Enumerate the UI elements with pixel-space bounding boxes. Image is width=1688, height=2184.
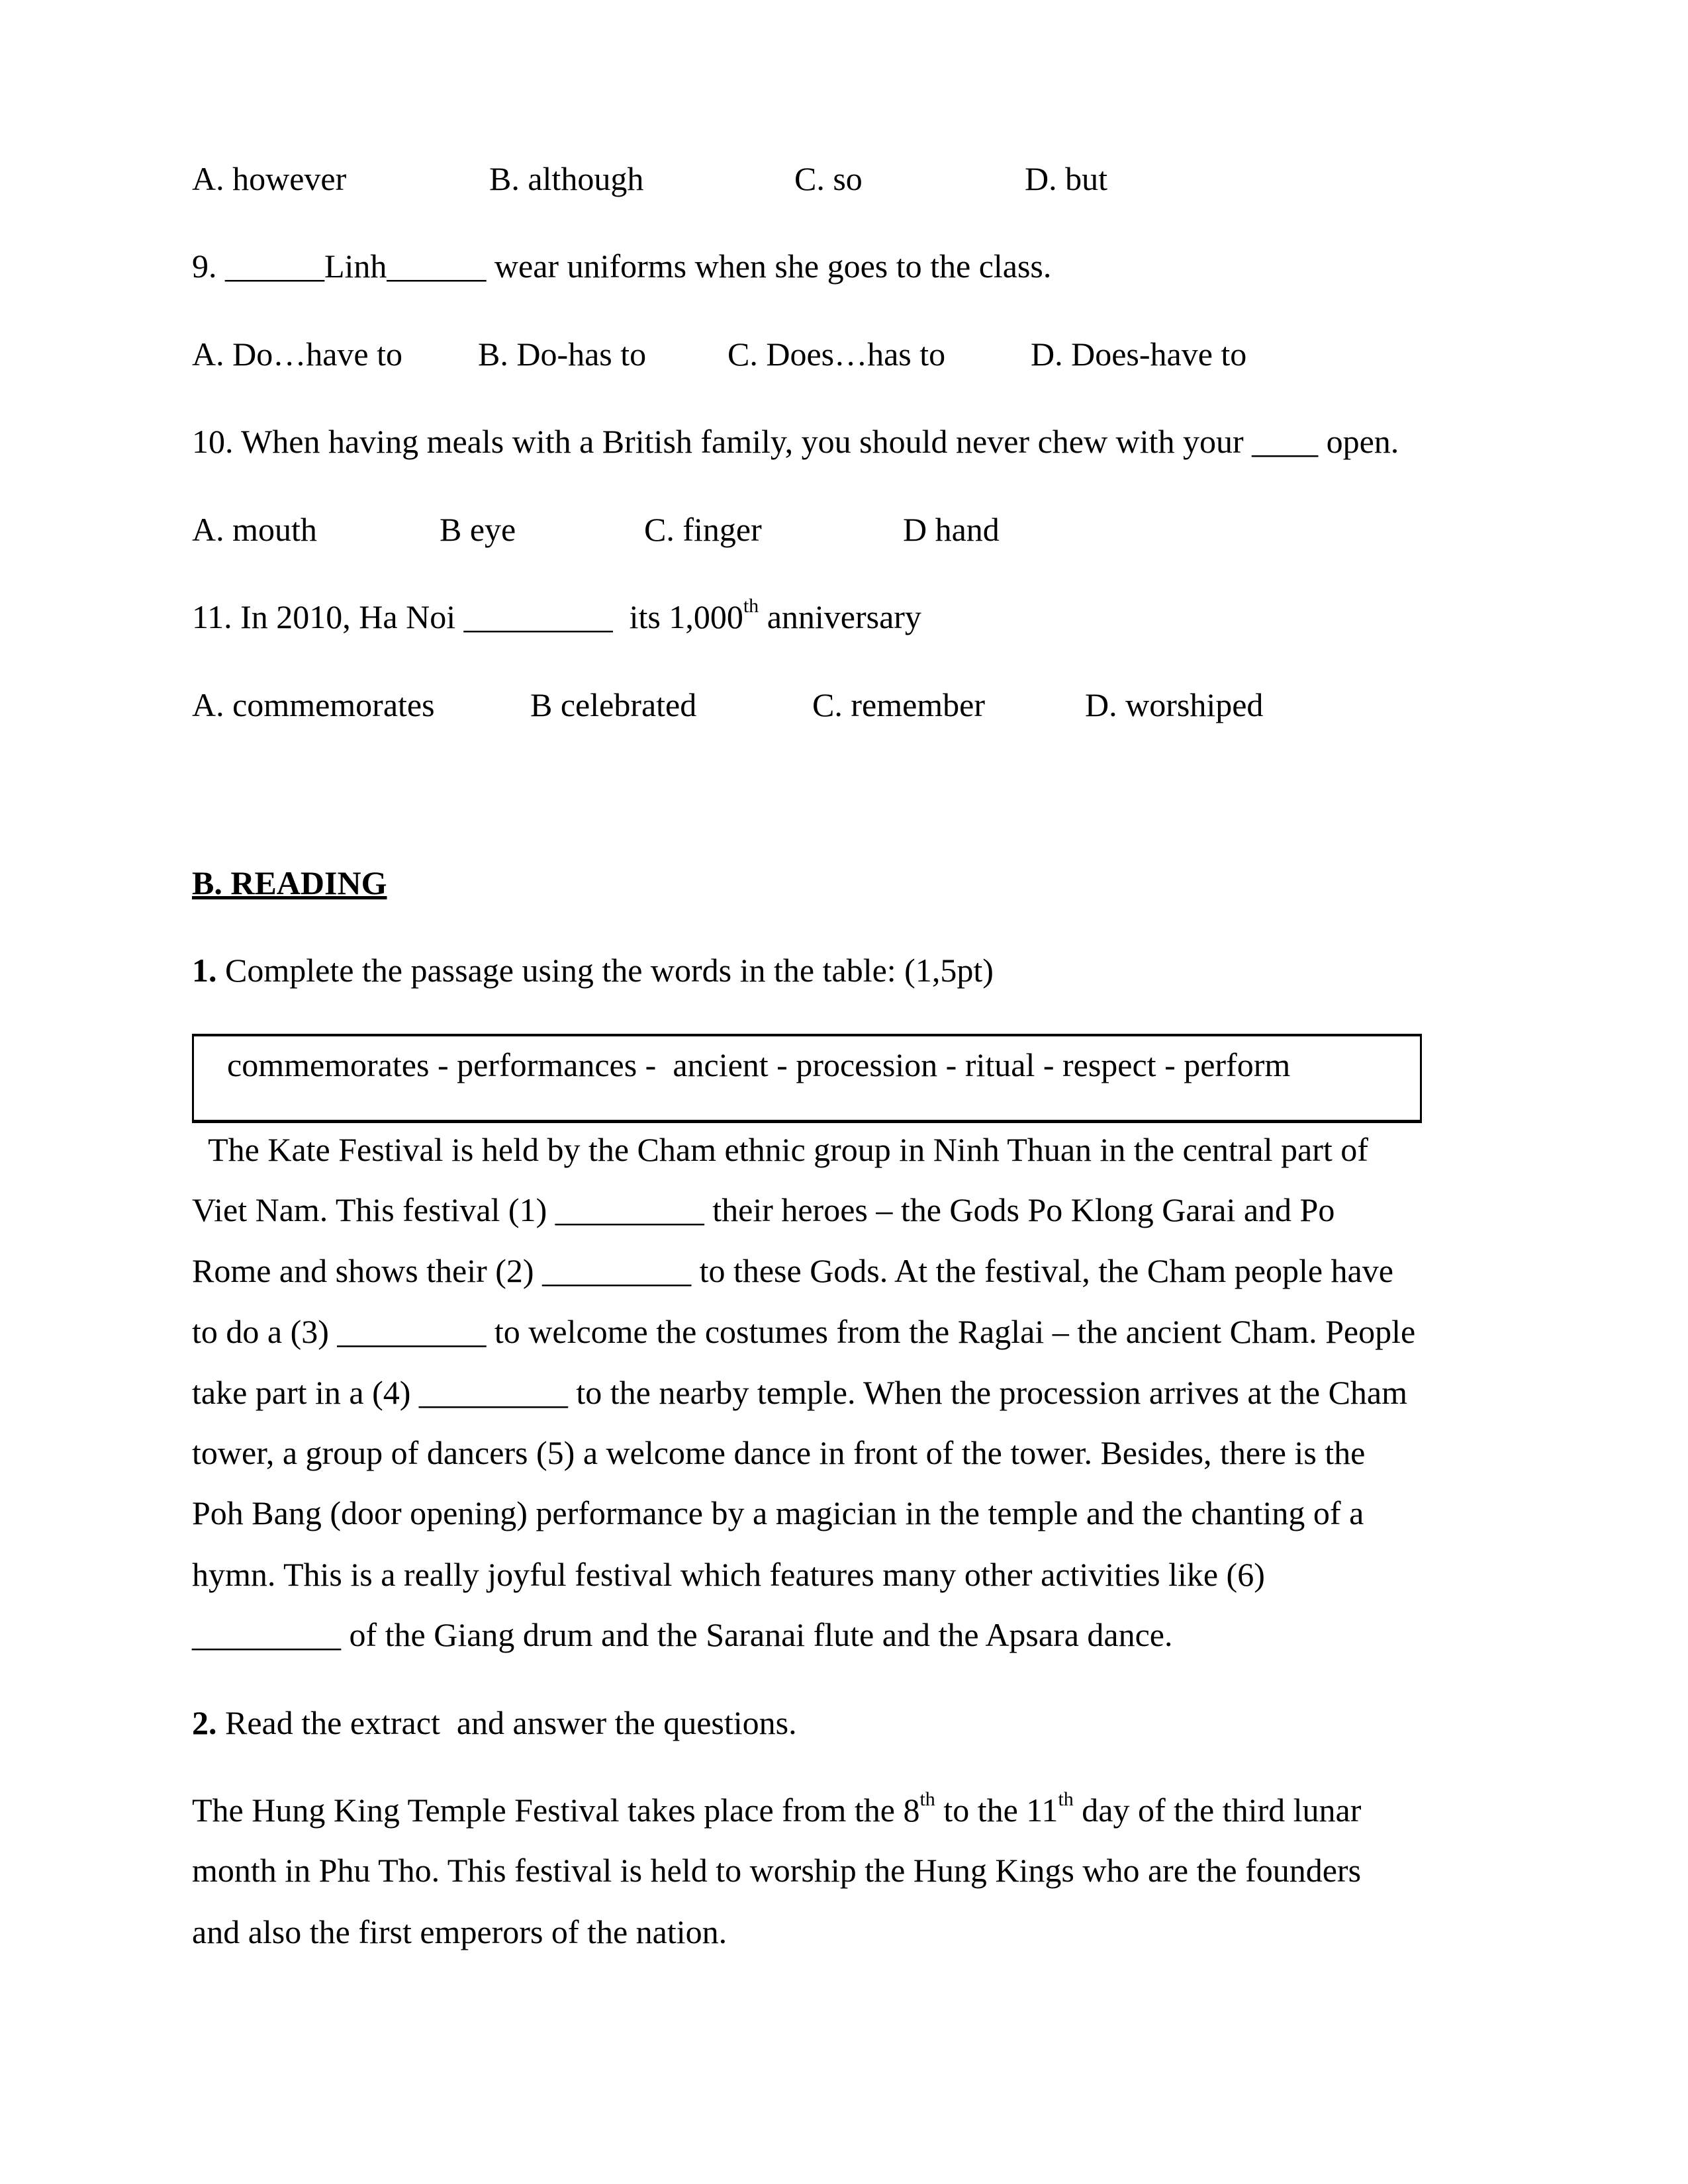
option-b: B celebrated bbox=[530, 686, 697, 723]
task-number: 1. bbox=[192, 952, 217, 989]
extract-line: and also the first emperors of the nation. bbox=[192, 1913, 727, 1950]
passage-line: The Kate Festival is held by the Cham ethnic group in Ninh Thuan in the central part of bbox=[192, 1131, 1368, 1168]
task-2-instruction bbox=[192, 1706, 797, 1739]
option-c: C. remember bbox=[812, 686, 986, 723]
option-d: D. worshiped bbox=[1085, 686, 1264, 723]
passage-line: Poh Bang (door opening) performance by a magician in the temple and the chanting of a bbox=[192, 1494, 1364, 1531]
option-c: C. so bbox=[794, 160, 863, 197]
extract-text: to the 11 bbox=[935, 1792, 1058, 1829]
option-a: A. mouth bbox=[192, 511, 317, 548]
passage-line: to do a (3) _________ to welcome the costumes from the Raglai – the ancient Cham. People bbox=[192, 1313, 1416, 1350]
option-d: D hand bbox=[903, 511, 1000, 548]
option-d: D. but bbox=[1025, 160, 1107, 197]
extract-line: month in Phu Tho. This festival is held to worship the Hung Kings who are the founders bbox=[192, 1852, 1362, 1889]
superscript: th bbox=[919, 1788, 935, 1810]
option-b: B. although bbox=[489, 160, 644, 197]
extract-text: The Hung King Temple Festival takes place from the 8 bbox=[192, 1792, 920, 1829]
question-number: 9. bbox=[192, 248, 217, 285]
question-text-end: anniversary bbox=[759, 598, 921, 635]
extract-text: day of the third lunar bbox=[1073, 1792, 1362, 1829]
option-a: A. however bbox=[192, 160, 347, 197]
option-c: C. finger bbox=[644, 511, 762, 548]
option-a: A. Do…have to bbox=[192, 336, 402, 373]
passage-line: Viet Nam. This festival (1) _________ their heroes – the Gods Po Klong Garai and Po bbox=[192, 1191, 1335, 1228]
question-10: 10. When having meals with a British family, you should never chew with your ____ open. bbox=[192, 423, 1399, 460]
superscript: th bbox=[743, 595, 759, 617]
passage-line: Rome and shows their (2) _________ to these Gods. At the festival, the Cham people have bbox=[192, 1252, 1393, 1289]
word-list: commemorates - performances - ancient - procession - ritual - respect - perform bbox=[227, 1046, 1291, 1083]
passage-line: tower, a group of dancers (5) a welcome dance in front of the tower. Besides, there is the bbox=[192, 1434, 1366, 1471]
question-9 bbox=[192, 250, 1051, 283]
extract-line bbox=[192, 1788, 1362, 1829]
section-heading: B. READING bbox=[192, 864, 387, 901]
option-c: C. Does…has to bbox=[727, 336, 946, 373]
question-11 bbox=[192, 595, 921, 635]
word-box bbox=[192, 1034, 1422, 1123]
instruction-text: Read the extract and answer the questions. bbox=[216, 1704, 797, 1741]
task-number: 2. bbox=[192, 1704, 217, 1741]
option-b: B eye bbox=[440, 511, 516, 548]
instruction-text: Complete the passage using the words in the table: (1,5pt) bbox=[216, 952, 994, 989]
question-text: 11. In 2010, Ha Noi _________ its 1,000 bbox=[192, 598, 743, 635]
passage-line: hymn. This is a really joyful festival which features many other activities like (6) bbox=[192, 1556, 1265, 1593]
option-b: B. Do-has to bbox=[478, 336, 647, 373]
question-text: ______Linh______ wear uniforms when she goes to the class. bbox=[225, 248, 1052, 285]
option-a: A. commemorates bbox=[192, 686, 435, 723]
passage-line: take part in a (4) _________ to the nearby temple. When the procession arrives at the Cham bbox=[192, 1374, 1408, 1411]
superscript: th bbox=[1058, 1788, 1074, 1810]
option-d: D. Does-have to bbox=[1031, 336, 1247, 373]
passage-line: _________ of the Giang drum and the Saranai flute and the Apsara dance. bbox=[192, 1616, 1173, 1653]
task-1-instruction bbox=[192, 954, 994, 987]
